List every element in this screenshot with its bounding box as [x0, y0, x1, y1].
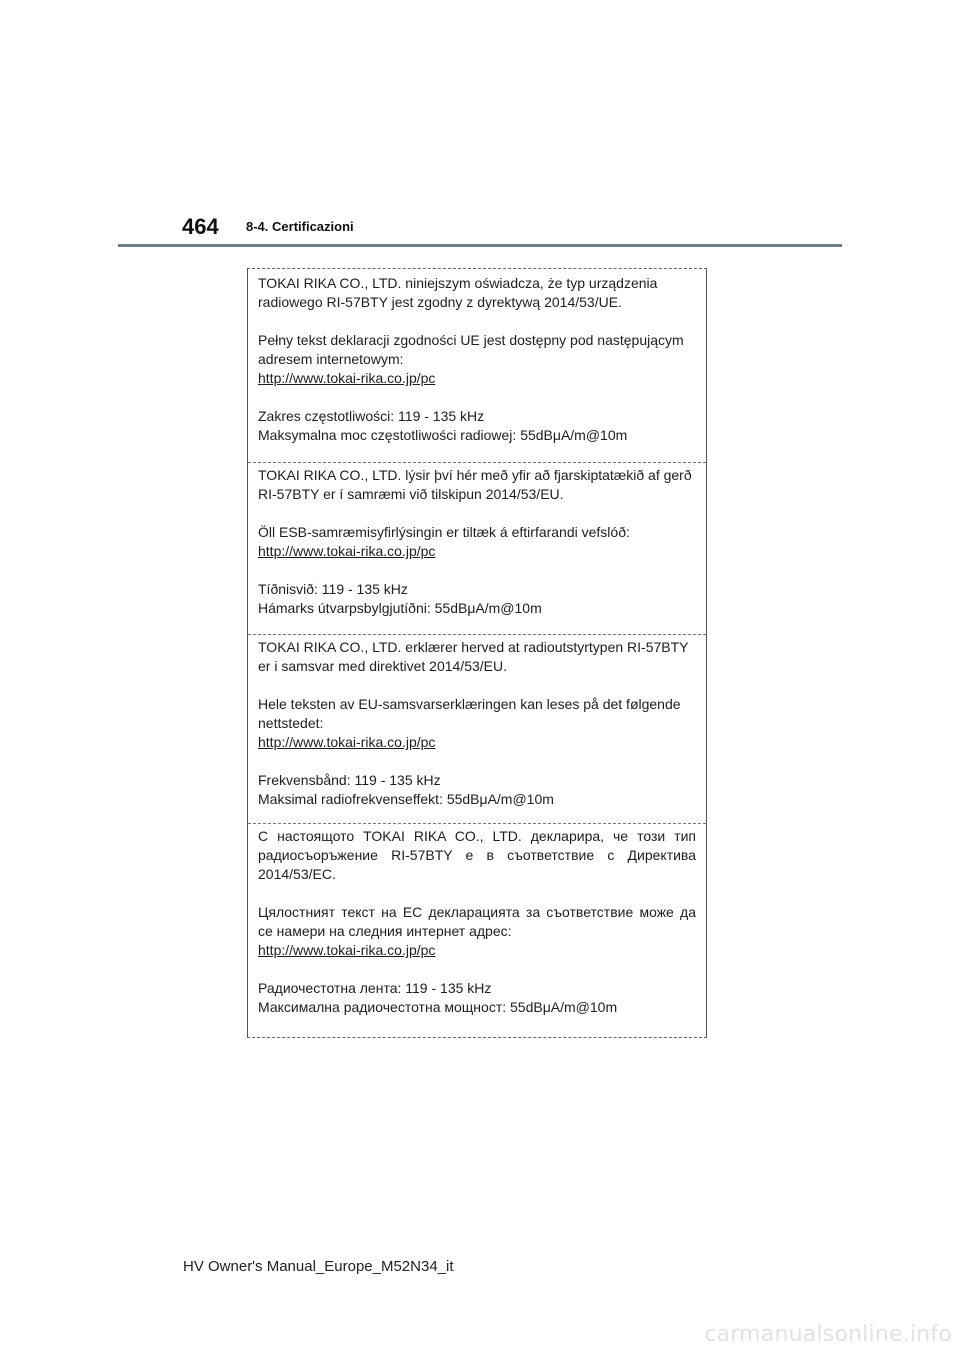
manual-identifier: HV Owner's Manual_Europe_M52N34_it [183, 1258, 454, 1275]
frequency-range: Радиочестотна лента: 119 - 135 kHz [258, 980, 492, 996]
page-number: 464 [182, 214, 219, 239]
max-power: Максимална радиочестотна мощност: 55dBμA/m@10m [258, 999, 618, 1015]
section-divider [248, 462, 706, 463]
header-rule [118, 244, 842, 247]
certificate-polish [248, 274, 706, 445]
certification-box [247, 268, 707, 1038]
declaration-text: TOKAI RIKA CO., LTD. niniejszym oświadcza, że typ urządzenia radiowego RI-57BTY jest zgodny z dyrektywą 2014/53/UE. [258, 275, 658, 310]
full-text-notice: Öll ESB-samræmisyfirlýsingin er tiltæk á eftirfarandi vefslóð: [258, 524, 630, 540]
declaration-url-link[interactable]: http://www.tokai-rika.co.jp/pc [258, 942, 436, 958]
certificate-norwegian [248, 638, 706, 809]
frequency-range: Zakres częstotliwości: 119 - 135 kHz [258, 408, 485, 424]
section-divider [248, 634, 706, 635]
max-power: Maksimal radiofrekvenseffekt: 55dBμA/m@10m [258, 791, 554, 807]
section-divider [248, 823, 706, 824]
max-power: Maksymalna moc częstotliwości radiowej: 55dBμA/m@10m [258, 427, 628, 443]
watermark-text: carmanualsonline.info [704, 1322, 952, 1347]
declaration-text: TOKAI RIKA CO., LTD. lýsir því hér með yfir að fjarskiptatækið af gerð RI-57BTY er í samræmi við tilskipun 2014/53/EU. [258, 467, 692, 502]
max-power: Hámarks útvarpsbylgjutíðni: 55dBμA/m@10m [258, 600, 542, 616]
full-text-notice: Hele teksten av EU-samsvarserklæringen kan leses på det følgende nettstedet: [258, 696, 681, 731]
full-text-notice: Pełny tekst deklaracji zgodności UE jest dostępny pod następującym adresem internetowym: [258, 332, 684, 367]
certificate-bulgarian [248, 827, 706, 1017]
frequency-range: Frekvensbånd: 119 - 135 kHz [258, 772, 441, 788]
declaration-url-link[interactable]: http://www.tokai-rika.co.jp/pc [258, 370, 436, 386]
declaration-text: TOKAI RIKA CO., LTD. erklærer herved at radioutstyrtypen RI-57BTY er i samsvar med direktivet 2014/53/EU. [258, 639, 689, 674]
full-text-notice: Цялостният текст на ЕС декларацията за съответствие може да се намери на следния интернет адрес: [258, 904, 696, 939]
section-title: 8-4. Certificazioni [246, 219, 354, 234]
certificate-icelandic [248, 466, 706, 618]
declaration-url-link[interactable]: http://www.tokai-rika.co.jp/pc [258, 543, 436, 559]
declaration-url-link[interactable]: http://www.tokai-rika.co.jp/pc [258, 734, 436, 750]
declaration-text: С настоящото TOKAI RIKA CO., LTD. декларира, че този тип радиосъоръжение RI-57BTY е в съответствие с Директива 2014/53/ЕС. [258, 828, 696, 882]
frequency-range: Tíðnisvið: 119 - 135 kHz [258, 581, 408, 597]
